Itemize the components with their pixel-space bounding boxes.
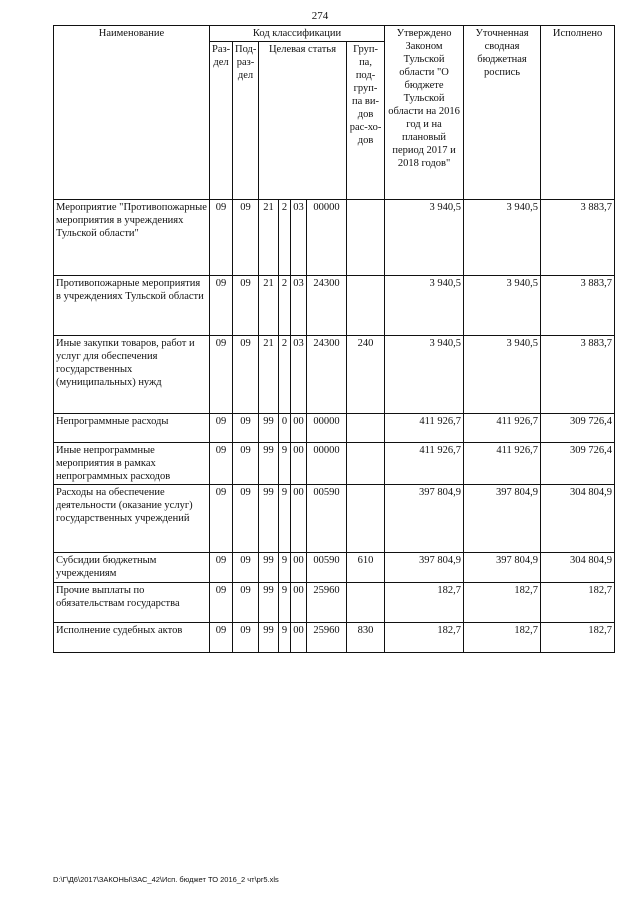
cell-t3: 03 (291, 336, 307, 414)
table-row (54, 583, 615, 623)
cell-name: Прочие выплаты по обязательствам государства (54, 583, 210, 623)
table-row (54, 485, 615, 553)
cell-vr (347, 443, 385, 485)
cell-refined: 397 804,9 (464, 553, 541, 583)
cell-refined: 411 926,7 (464, 443, 541, 485)
cell-t4: 00590 (307, 553, 347, 583)
cell-rz: 09 (210, 336, 233, 414)
cell-executed: 3 883,7 (541, 200, 615, 276)
cell-vr (347, 583, 385, 623)
cell-name: Иные закупки товаров, работ и услуг для обеспечения государственных (муниципальных) нужд (54, 336, 210, 414)
header-executed: Исполнено (541, 26, 615, 200)
header-target: Целевая статья (259, 42, 347, 200)
header-code-group: Код классификации (210, 26, 385, 42)
cell-executed: 309 726,4 (541, 443, 615, 485)
cell-t1: 21 (259, 336, 279, 414)
cell-rz: 09 (210, 623, 233, 653)
cell-name: Субсидии бюджетным учреждениям (54, 553, 210, 583)
cell-vr (347, 200, 385, 276)
header-razdel: Раз-дел (210, 42, 233, 200)
header-approved: Утверждено Законом Тульской области "О бюджете Тульской области на 2016 год и на плановый период 2017 и 2018 годов" (385, 26, 464, 200)
cell-rz: 09 (210, 200, 233, 276)
cell-executed: 3 883,7 (541, 276, 615, 336)
cell-name: Непрограммные расходы (54, 414, 210, 443)
cell-t2: 9 (279, 583, 291, 623)
cell-vr: 610 (347, 553, 385, 583)
cell-t3: 03 (291, 276, 307, 336)
cell-rz: 09 (210, 583, 233, 623)
cell-t1: 99 (259, 414, 279, 443)
table-row (54, 443, 615, 485)
cell-t1: 99 (259, 553, 279, 583)
cell-rz: 09 (210, 414, 233, 443)
header-refined: Уточненная сводная бюджетная роспись (464, 26, 541, 200)
cell-refined: 182,7 (464, 583, 541, 623)
cell-t2: 9 (279, 553, 291, 583)
cell-name: Противопожарные мероприятия в учреждениях Тульской области (54, 276, 210, 336)
cell-t2: 0 (279, 414, 291, 443)
cell-approved: 3 940,5 (385, 200, 464, 276)
cell-vr (347, 276, 385, 336)
cell-vr: 240 (347, 336, 385, 414)
cell-pr: 09 (233, 443, 259, 485)
cell-t4: 00000 (307, 443, 347, 485)
header-group: Груп-па, под-груп-па ви-дов рас-хо-дов (347, 42, 385, 200)
cell-t2: 2 (279, 200, 291, 276)
cell-refined: 397 804,9 (464, 485, 541, 553)
cell-t3: 00 (291, 485, 307, 553)
cell-approved: 397 804,9 (385, 553, 464, 583)
budget-table (53, 25, 615, 653)
cell-approved: 411 926,7 (385, 443, 464, 485)
cell-name: Расходы на обеспечение деятельности (оказание услуг) государственных учреждений (54, 485, 210, 553)
cell-executed: 309 726,4 (541, 414, 615, 443)
cell-executed: 182,7 (541, 623, 615, 653)
cell-t4: 24300 (307, 336, 347, 414)
cell-t1: 99 (259, 623, 279, 653)
header-name: Наименование (54, 26, 210, 200)
cell-t1: 21 (259, 200, 279, 276)
cell-t3: 00 (291, 443, 307, 485)
cell-t4: 00000 (307, 200, 347, 276)
cell-approved: 182,7 (385, 623, 464, 653)
cell-refined: 182,7 (464, 623, 541, 653)
cell-t3: 00 (291, 414, 307, 443)
cell-refined: 3 940,5 (464, 200, 541, 276)
cell-pr: 09 (233, 583, 259, 623)
cell-pr: 09 (233, 623, 259, 653)
cell-vr (347, 414, 385, 443)
table-row (54, 200, 615, 276)
cell-approved: 411 926,7 (385, 414, 464, 443)
cell-t4: 25960 (307, 583, 347, 623)
cell-rz: 09 (210, 443, 233, 485)
cell-rz: 09 (210, 553, 233, 583)
cell-pr: 09 (233, 414, 259, 443)
cell-pr: 09 (233, 553, 259, 583)
cell-t2: 9 (279, 485, 291, 553)
cell-t2: 2 (279, 336, 291, 414)
cell-name: Мероприятие "Противопожарные мероприятия в учреждениях Тульской области" (54, 200, 210, 276)
cell-t4: 25960 (307, 623, 347, 653)
cell-t4: 24300 (307, 276, 347, 336)
cell-pr: 09 (233, 276, 259, 336)
cell-t3: 00 (291, 623, 307, 653)
cell-vr: 830 (347, 623, 385, 653)
table-row (54, 414, 615, 443)
cell-t1: 99 (259, 583, 279, 623)
table-row (54, 276, 615, 336)
cell-t2: 9 (279, 623, 291, 653)
cell-pr: 09 (233, 200, 259, 276)
cell-t4: 00000 (307, 414, 347, 443)
cell-name: Исполнение судебных актов (54, 623, 210, 653)
cell-t3: 00 (291, 553, 307, 583)
cell-executed: 3 883,7 (541, 336, 615, 414)
cell-approved: 3 940,5 (385, 336, 464, 414)
cell-executed: 182,7 (541, 583, 615, 623)
header-podrazdel: Под-раз-дел (233, 42, 259, 200)
cell-pr: 09 (233, 336, 259, 414)
cell-t3: 03 (291, 200, 307, 276)
file-path-footer: D:\Г\Д6\2017\ЗАКОНЫ\ЗАС_42\Исп. бюджет ТО 2016_2 чт\pr5.xls (53, 875, 279, 884)
cell-vr (347, 485, 385, 553)
cell-approved: 397 804,9 (385, 485, 464, 553)
cell-name: Иные непрограммные мероприятия в рамках непрограммных расходов (54, 443, 210, 485)
cell-approved: 3 940,5 (385, 276, 464, 336)
cell-pr: 09 (233, 485, 259, 553)
cell-refined: 3 940,5 (464, 336, 541, 414)
cell-refined: 411 926,7 (464, 414, 541, 443)
cell-t1: 99 (259, 443, 279, 485)
cell-rz: 09 (210, 276, 233, 336)
cell-t1: 99 (259, 485, 279, 553)
cell-rz: 09 (210, 485, 233, 553)
cell-executed: 304 804,9 (541, 485, 615, 553)
cell-approved: 182,7 (385, 583, 464, 623)
cell-t3: 00 (291, 583, 307, 623)
cell-refined: 3 940,5 (464, 276, 541, 336)
table-row (54, 623, 615, 653)
cell-t4: 00590 (307, 485, 347, 553)
cell-t1: 21 (259, 276, 279, 336)
page-number: 274 (311, 10, 329, 22)
table-row (54, 553, 615, 583)
cell-t2: 2 (279, 276, 291, 336)
cell-executed: 304 804,9 (541, 553, 615, 583)
table-row (54, 336, 615, 414)
cell-t2: 9 (279, 443, 291, 485)
